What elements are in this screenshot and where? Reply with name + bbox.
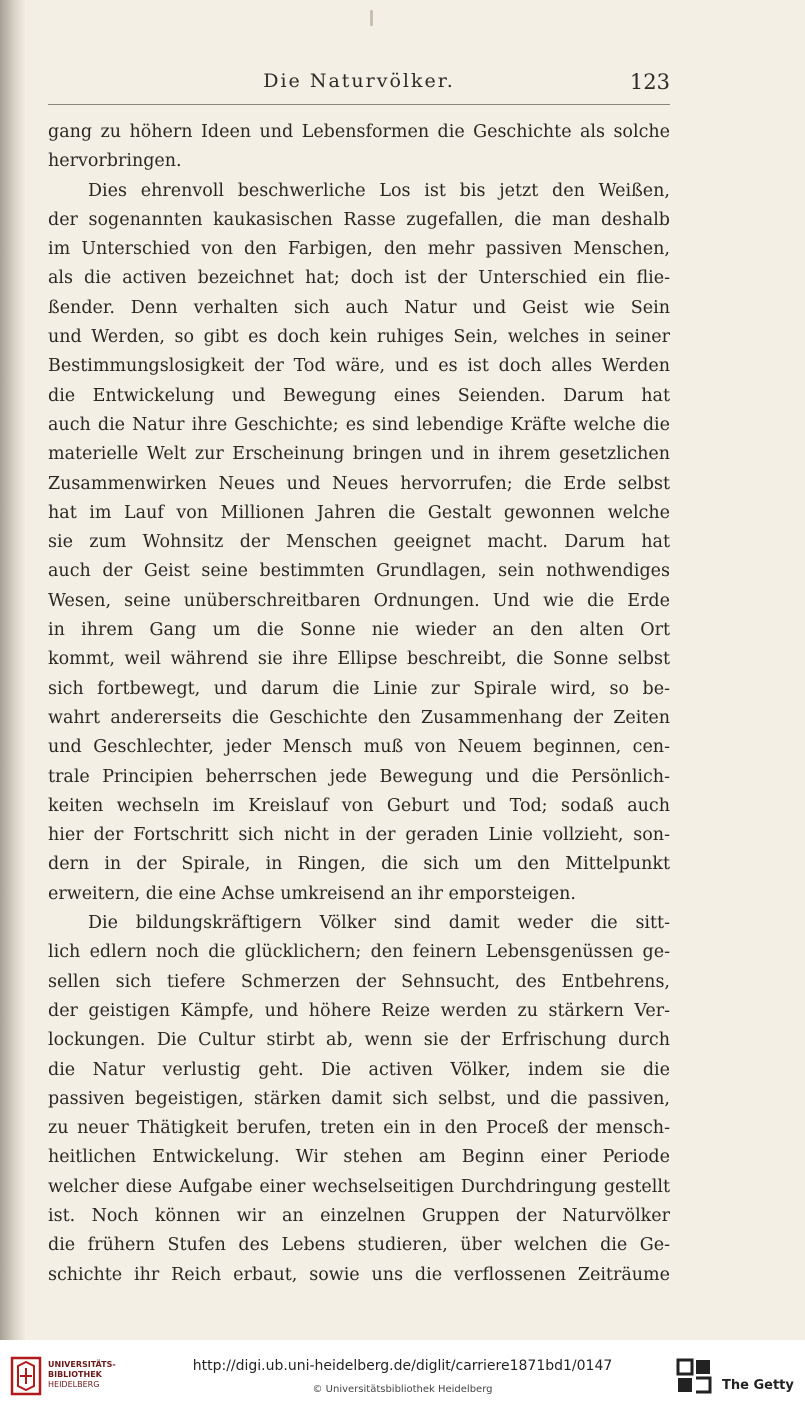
text-line: hat im Lauf von Millionen Jahren die Gestalt gewonnen welche: [48, 502, 670, 523]
text-line: hier der Fortschritt sich nicht in der geraden Linie vollzieht, son-: [48, 825, 670, 846]
text-line: passiven begeistigen, stärken damit sich selbst, und die passiven,: [48, 1088, 670, 1109]
text-line: kommt, weil während sie ihre Ellipse beschreibt, die Sonne selbst: [48, 649, 670, 670]
text-line: im Unterschied von den Farbigen, den mehr passiven Menschen,: [48, 239, 670, 260]
text-line: als die activen bezeichnet hat; doch ist der Unterschied ein flie-: [48, 268, 670, 289]
text-line: lich edlern noch die glücklichern; den feinern Lebensgenüssen ge-: [48, 942, 670, 963]
footer-bar: [0, 1340, 805, 1408]
text-line: die Natur verlustig geht. Die activen Völker, indem sie die: [48, 1059, 670, 1080]
text-line: auch der Geist seine bestimmten Grundlagen, sein nothwendiges: [48, 561, 670, 582]
copyright-notice: © Universitätsbibliothek Heidelberg: [312, 1384, 493, 1395]
text-line: wahrt andererseits die Geschichte den Zusammenhang der Zeiten: [48, 707, 670, 728]
text-line: zu neuer Thätigkeit berufen, treten ein in den Proceß der mensch-: [48, 1118, 670, 1139]
text-line: hervorbringen.: [48, 151, 182, 172]
body-text: [48, 118, 670, 1290]
text-line: und Geschlechter, jeder Mensch muß von Neuem beginnen, cen-: [48, 737, 670, 758]
text-line: keiten wechseln im Kreislauf von Geburt und Tod; sodaß auch: [48, 795, 670, 816]
university-line: UNIVERSITÄTS-: [48, 1360, 116, 1369]
header-rule: [48, 104, 670, 105]
text-line: dern in der Spirale, in Ringen, die sich um den Mittelpunkt: [48, 854, 670, 875]
text-line: ist. Noch können wir an einzelnen Gruppen der Naturvölker: [48, 1205, 670, 1226]
paper-mark: [370, 10, 373, 26]
text-line: sellen sich tiefere Schmerzen der Sehnsucht, des Entbehrens,: [48, 971, 670, 992]
getty-label: The Getty: [722, 1378, 794, 1393]
text-line: Wesen, seine unüberschreitbaren Ordnungen. Und wie die Erde: [48, 590, 670, 611]
text-line: die frühern Stufen des Lebens studieren, über welchen die Ge-: [48, 1235, 670, 1256]
running-title: Die Naturvölker.: [263, 70, 455, 92]
text-line: ßender. Denn verhalten sich auch Natur und Geist wie Sein: [48, 297, 670, 318]
permalink-url[interactable]: http://digi.ub.uni-heidelberg.de/diglit/carriere1871bd1/0147: [192, 1358, 613, 1374]
text-line: schichte ihr Reich erbaut, sowie uns die verflossenen Zeiträume: [48, 1264, 670, 1285]
text-line: gang zu höhern Ideen und Lebensformen die Geschichte als solche: [48, 122, 670, 142]
text-line: materielle Welt zur Erscheinung bringen und in ihrem gesetzlichen: [48, 444, 670, 465]
university-line: BIBLIOTHEK: [48, 1370, 102, 1379]
text-line: lockungen. Die Cultur stirbt ab, wenn sie der Erfrischung durch: [48, 1030, 670, 1051]
text-line: erweitern, die eine Achse umkreisend an ihr emporsteigen.: [48, 883, 576, 904]
text-line: in ihrem Gang um die Sonne nie wieder an den alten Ort: [48, 620, 670, 641]
text-line: welcher diese Aufgabe einer wechselseitigen Durchdringung gestellt: [48, 1176, 670, 1197]
book-spine-shadow: [0, 0, 26, 1340]
page-number: 123: [629, 70, 670, 94]
text-line: auch die Natur ihre Geschichte; es sind lebendige Kräfte welche die: [48, 414, 670, 435]
text-line: sie zum Wohnsitz der Menschen geeignet macht. Darum hat: [48, 532, 670, 553]
text-line: Die bildungskräftigern Völker sind damit weder die sitt-: [88, 913, 670, 934]
university-line: HEIDELBERG: [48, 1380, 100, 1389]
text-line: der sogenannten kaukasischen Rasse zugefallen, die man deshalb: [48, 209, 670, 230]
text-line: sich fortbewegt, und darum die Linie zur Spirale wird, so be-: [48, 678, 670, 699]
getty-logo-icon: [676, 1358, 714, 1394]
text-line: der geistigen Kämpfe, und höhere Reize werden zu stärkern Ver-: [48, 1000, 670, 1021]
text-line: die Entwickelung und Bewegung eines Seienden. Darum hat: [48, 385, 670, 406]
text-line: Dies ehrenvoll beschwerliche Los ist bis jetzt den Weißen,: [88, 180, 670, 201]
text-line: Zusammenwirken Neues und Neues hervorrufen; die Erde selbst: [48, 473, 670, 494]
running-head: [48, 70, 670, 100]
text-line: trale Principien beherrschen jede Bewegung und die Persönlich-: [48, 766, 670, 787]
text-line: Bestimmungslosigkeit der Tod wäre, und es ist doch alles Werden: [48, 356, 670, 377]
text-line: und Werden, so gibt es doch kein ruhiges Sein, welches in seiner: [48, 327, 670, 348]
text-line: heitlichen Entwickelung. Wir stehen am Beginn einer Periode: [48, 1147, 670, 1168]
